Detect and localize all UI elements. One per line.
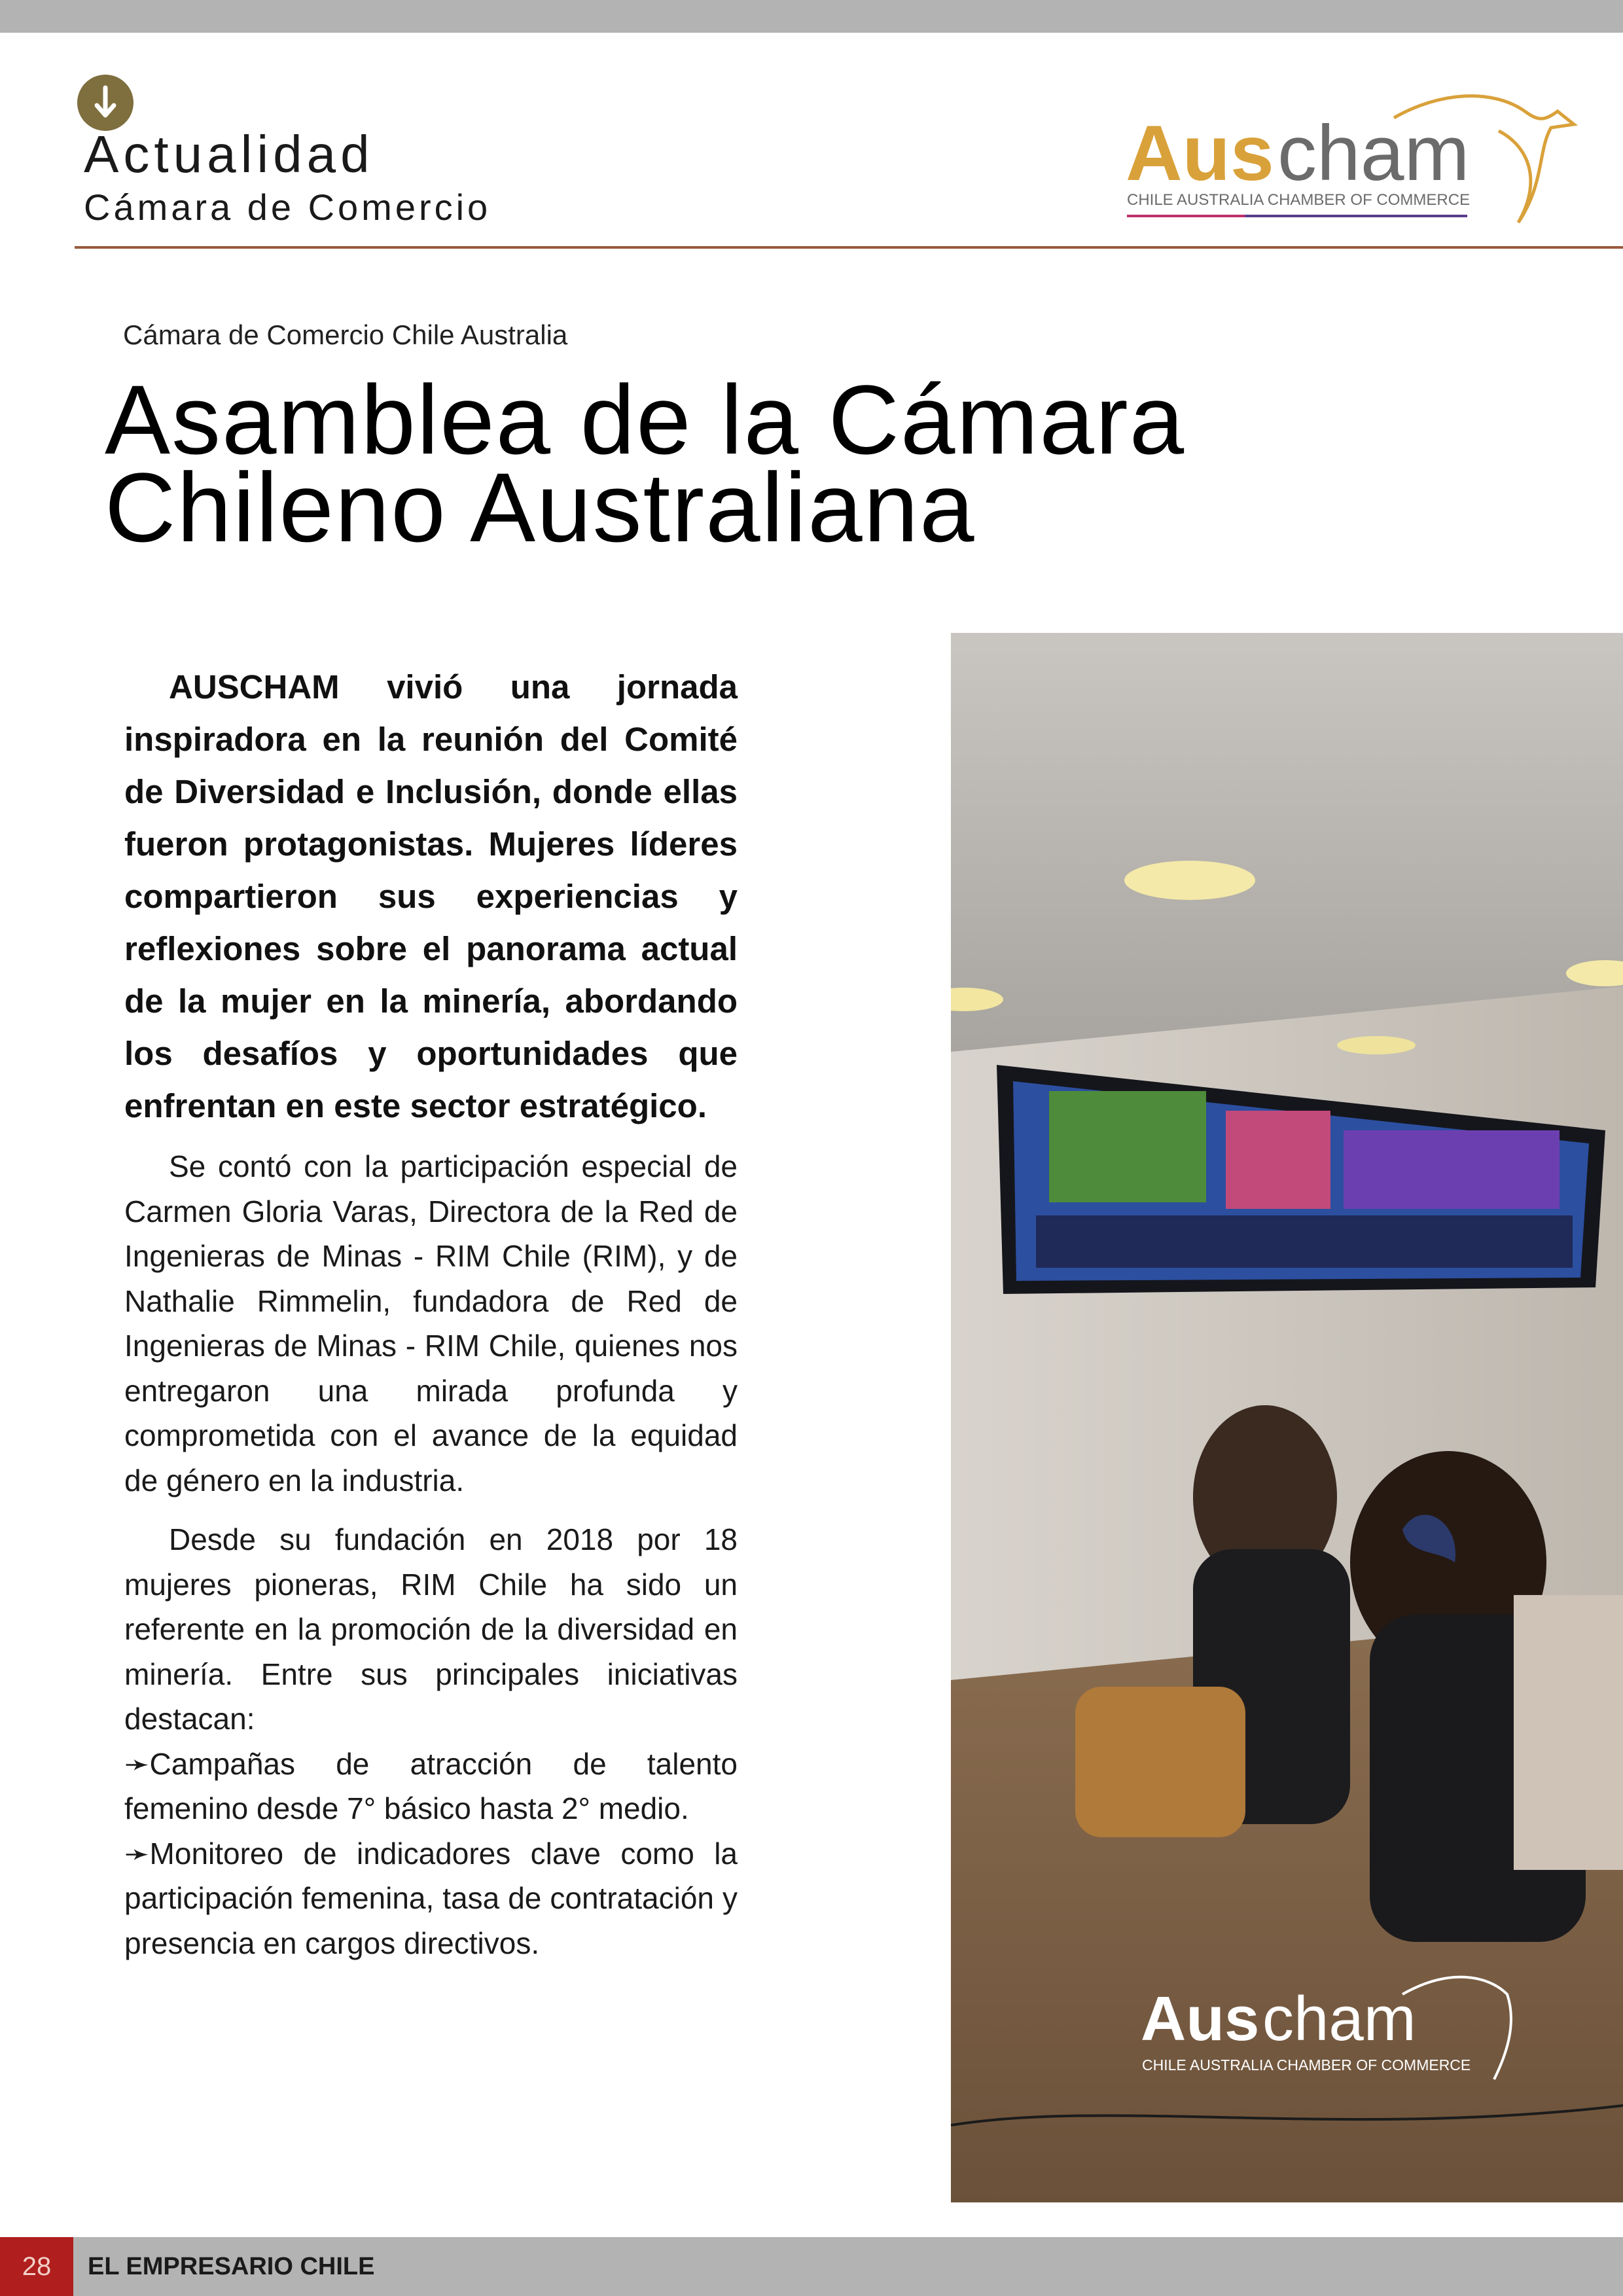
bullet-item: ➛Campañas de atracción de talento femenino desde 7° básico hasta 2° medio. (124, 1746, 738, 1825)
article-headline (105, 365, 1479, 562)
bullet-item: ➛Monitoreo de indicadores clave como la participación femenina, tasa de contratación y presencia en cargos directivos. (124, 1836, 738, 1960)
logo-aus-text: Aus (1126, 109, 1274, 197)
top-bar (0, 0, 1623, 33)
article-body (124, 661, 738, 1980)
auscham-logo (1126, 92, 1584, 229)
header-rule (75, 246, 1623, 249)
article-kicker: Cámara de Comercio Chile Australia (123, 319, 568, 350)
watermark-aus-text: Aus (1141, 1984, 1260, 2054)
watermark-tagline: CHILE AUSTRALIA CHAMBER OF COMMERCE (1142, 2056, 1471, 2073)
article-photo (951, 633, 1623, 2202)
article-lead: AUSCHAM vivió una jornada inspiradora en la reunión del Comité de Diversidad e Inclusión, donde ellas fueron protagonistas. Mujeres líderes compartieron sus experiencias y reflexiones sobre el panorama actual de la mujer en la minería, abordando los desafíos y oportunidades que enfrentan en este sector estratégico. (124, 668, 738, 1124)
logo-cham-text: cham (1277, 109, 1470, 197)
logo-tagline: CHILE AUSTRALIA CHAMBER OF COMMERCE (1127, 191, 1471, 209)
article-paragraph-1: Se contó con la participación especial de Carmen Gloria Varas, Directora de la Red de Ingenieras de Minas - RIM Chile (RIM), y de Nathalie Rimmelin, fundadora de Red de Ingenieras de Minas - RIM Chile, quienes nos entregaron una mirada profunda y comprometida con el avance de la equidad de género en la industria. (124, 1149, 738, 1498)
paragraph-2-intro: Desde su fundación en 2018 por 18 mujeres pioneras, RIM Chile ha sido un referente en la promoción de la diversidad en minería. Entre sus principales iniciativas destacan: (124, 1522, 738, 1736)
page-number: 28 (0, 2237, 73, 2296)
section-title: Actualidad (84, 125, 374, 183)
publication-name: EL EMPRESARIO CHILE (88, 2253, 375, 2280)
section-subtitle: Cámara de Comercio (84, 187, 491, 228)
headline-line-1: Asamblea de la Cámara (105, 365, 1186, 475)
headline-line-2: Chileno Australiana (105, 452, 976, 562)
watermark-cham-text: cham (1262, 1984, 1416, 2054)
arrow-down-circle-icon (77, 75, 134, 131)
article-paragraph-2 (124, 1517, 738, 1965)
